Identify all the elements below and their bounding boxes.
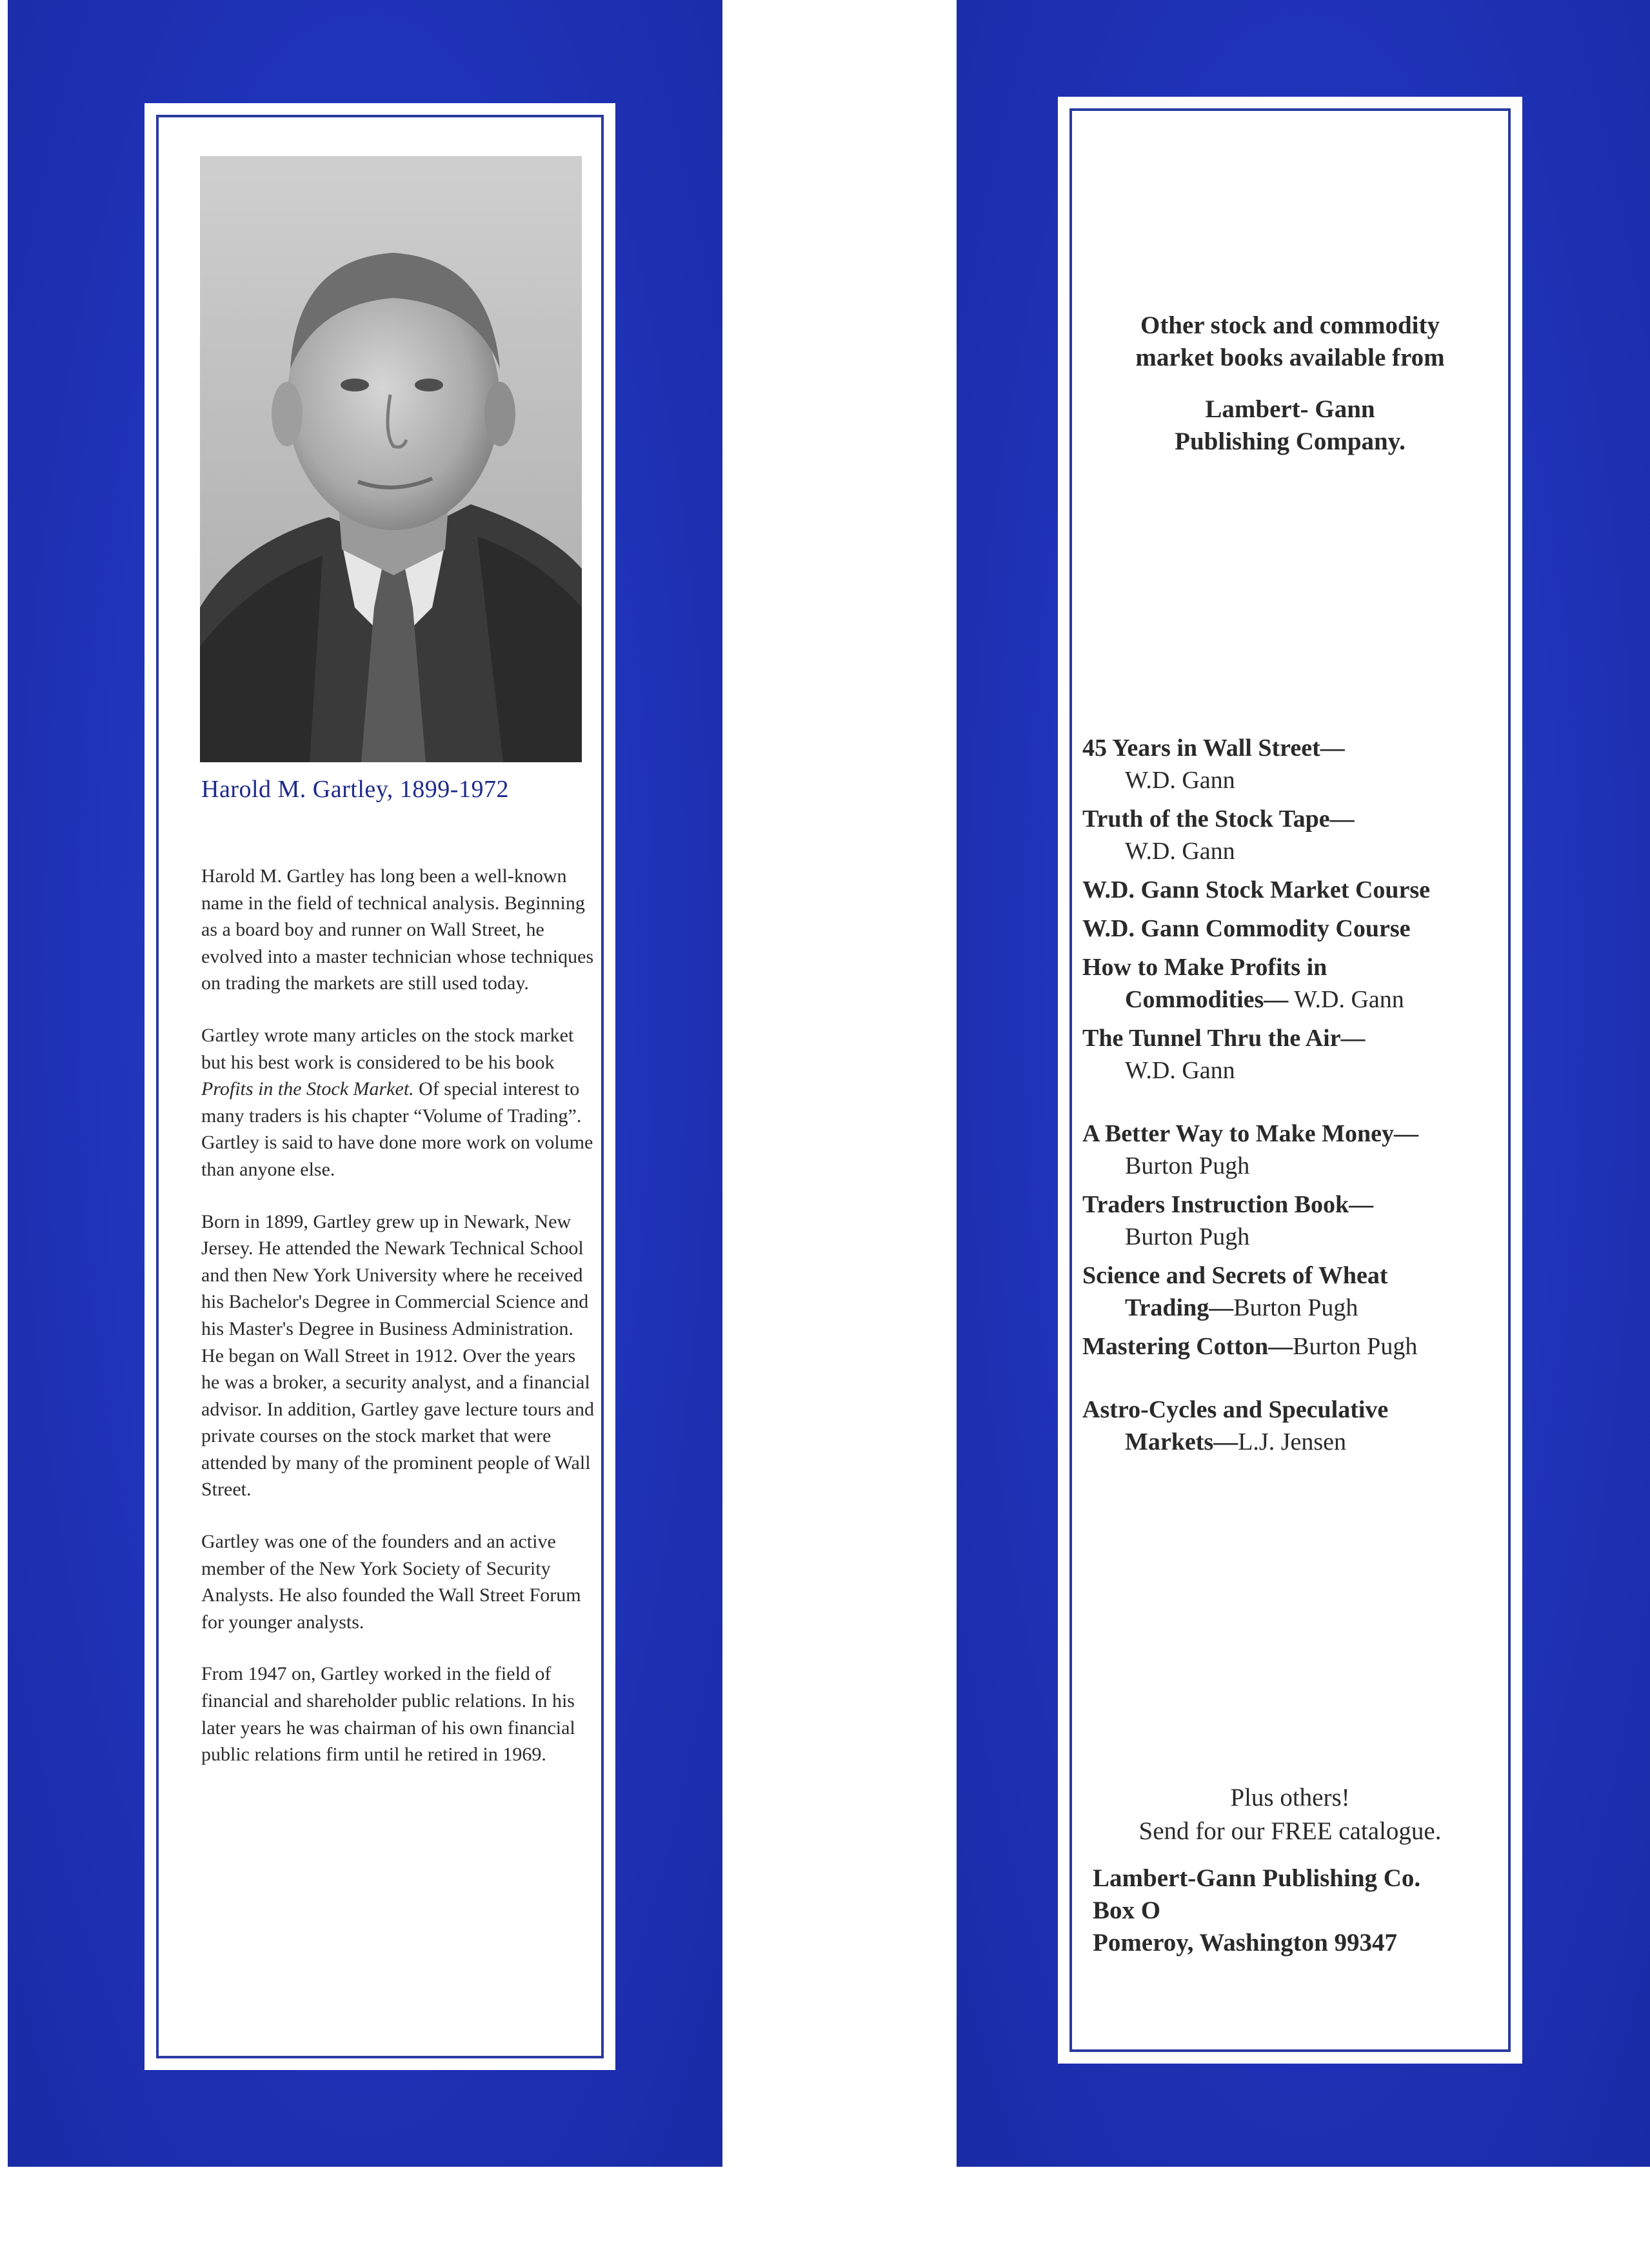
book-title-cont: Commodities— [1125,986,1289,1013]
address-line: Pomeroy, Washington 99347 [1093,1929,1398,1957]
book-title: Science and Secrets of Wheat [1082,1262,1388,1289]
bio-paragraph: Born in 1899, Gartley grew up in Newark, New Jersey. He attended the Newark Technical School and then New York University where he received his Bachelor's Degree in Commercial Science and his Master's Degree in Business Administration. He began on Wall Street in 1912. Over the years he was a broker, a security analyst, and a financial advisor. In addition, Gartley gave lecture tours and private courses on the stock market that were attended by many of the prominent people of Wall Street. [201,1210,594,1501]
book-item [1082,1394,1521,1458]
book-item [1082,912,1521,945]
book-author: W.D. Gann [1125,767,1235,794]
catalogue-panel [1058,97,1522,2064]
bio-paragraph [201,1022,595,1183]
book-author: Burton Pugh [1125,1152,1250,1179]
book-item [1082,1259,1521,1324]
book-title: Astro-Cycles and Speculative [1082,1396,1389,1423]
left-flap [8,0,722,2167]
author-portrait-photo [200,156,582,762]
intro-line: Other stock and commodity [1140,311,1440,339]
book-author: W.D. Gann [1294,986,1404,1013]
author-panel [144,103,615,2070]
intro-line: market books available from [1135,344,1445,371]
book-title: Mastering Cotton— [1082,1333,1293,1360]
bio-text: Gartley wrote many articles on the stock market but his best work is considered to be his book [201,1024,574,1073]
book-item [1082,1330,1521,1363]
publisher-address [1093,1862,1420,1959]
book-author: Burton Pugh [1233,1294,1358,1321]
catalogue-offer [1058,1781,1522,1848]
book-item [1082,874,1521,906]
right-flap [957,0,1650,2167]
bio-paragraph: Gartley was one of the founders and an active member of the New York Society of Security Analysts. He also founded the Wall Street Forum for younger analysts. [201,1531,581,1633]
author-biography [201,863,595,1793]
book-title-cont: Trading— [1125,1294,1234,1321]
book-title-italic: Profits in the Stock Market. [201,1078,414,1100]
publisher-line: Publishing Company. [1175,428,1406,455]
book-title: Truth of the Stock Tape— [1082,805,1355,833]
book-author: Burton Pugh [1293,1333,1418,1360]
book-item [1082,732,1521,796]
portrait-illustration [200,156,582,762]
publisher-line: Lambert- Gann [1205,395,1375,423]
book-item [1082,951,1521,1016]
book-title: Traders Instruction Book— [1082,1191,1374,1218]
book-title: W.D. Gann Commodity Course [1082,915,1411,942]
book-title: The Tunnel Thru the Air— [1082,1025,1366,1052]
book-title: A Better Way to Make Money— [1082,1120,1419,1147]
bio-paragraph: From 1947 on, Gartley worked in the field of financial and shareholder public relations. In his later years he was chairman of his own financial public relations firm until he retired in 1969. [201,1663,575,1766]
author-caption: Harold M. Gartley, 1899-1972 [201,776,509,803]
offer-line: Plus others! [1230,1784,1350,1811]
catalogue-intro [1058,310,1522,458]
book-title-cont: Markets— [1125,1428,1238,1455]
book-author: W.D. Gann [1125,1057,1235,1084]
book-item [1082,1188,1521,1253]
book-item [1082,803,1521,867]
book-list [1082,732,1521,1464]
book-author: Burton Pugh [1125,1223,1250,1250]
book-author: L.J. Jensen [1238,1428,1346,1455]
book-item [1082,1022,1521,1087]
bio-text: Of special interest to many traders is his chapter “Volume of Trading”. Gartley is said to have done more work on volume than anyone else. [201,1078,593,1180]
book-author: W.D. Gann [1125,838,1235,865]
bio-paragraph: Harold M. Gartley has long been a well-known name in the field of technical analysis. Beginning as a board boy and runner on Wall Street, he evolved into a master technician whose techniques on trading the markets are still used today. [201,865,594,994]
book-title: How to Make Profits in [1082,954,1327,981]
address-line: Lambert-Gann Publishing Co. [1093,1864,1421,1892]
offer-line: Send for our FREE catalogue. [1138,1817,1442,1845]
address-line: Box O [1093,1897,1161,1924]
book-item [1082,1118,1521,1182]
book-title: W.D. Gann Stock Market Course [1082,876,1431,903]
book-title: 45 Years in Wall Street— [1082,735,1345,762]
